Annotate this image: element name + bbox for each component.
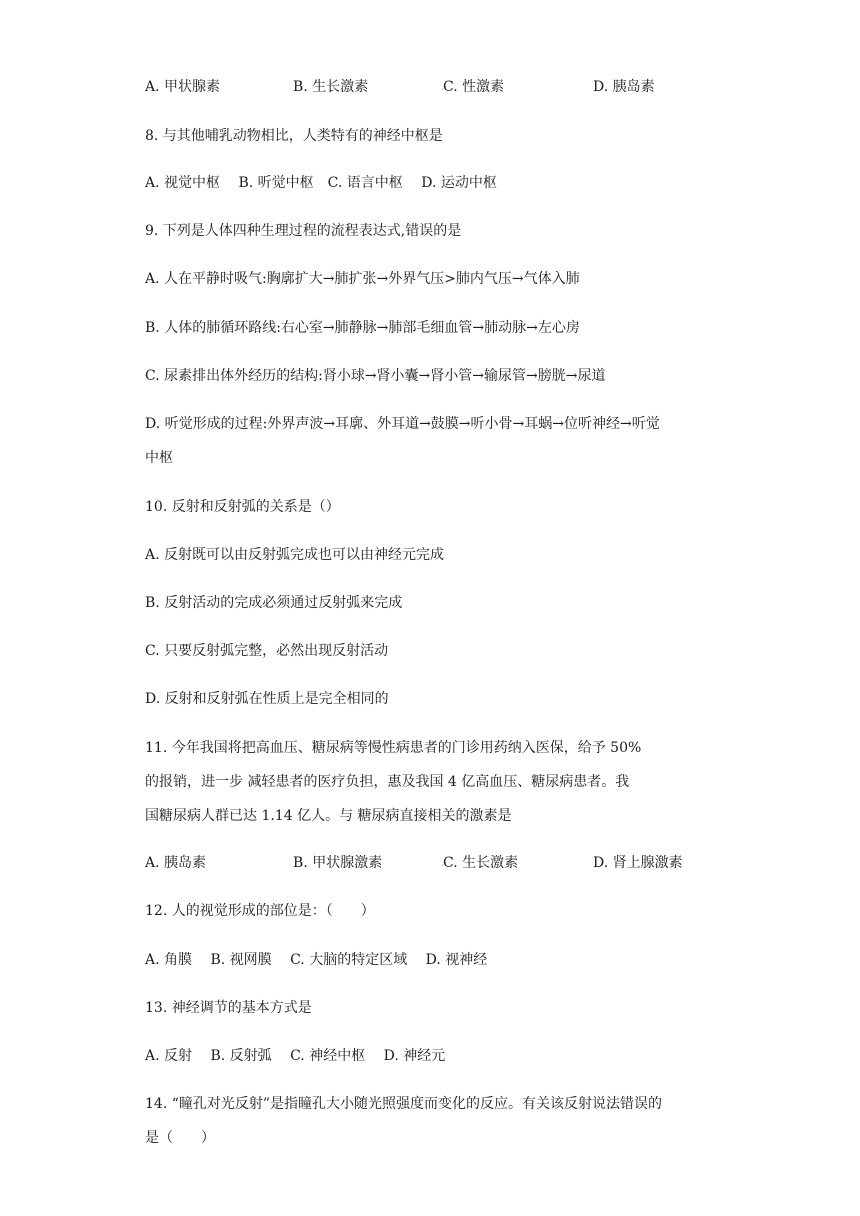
q11-option-b: B. 甲状腺激素 — [293, 855, 383, 871]
q13-stem: 13. 神经调节的基本方式是 — [145, 1000, 312, 1016]
q14-stem-line2: 是（ ） — [145, 1130, 215, 1146]
q7-option-c: C. 性激素 — [443, 79, 505, 95]
q11-option-a: A. 胰岛素 — [145, 855, 207, 871]
q10-stem: 10. 反射和反射弧的关系是（） — [145, 499, 340, 515]
q9-option-c: C. 尿素排出体外经历的结构:肾小球→肾小囊→肾小管→输尿管→膀胱→尿道 — [145, 368, 606, 384]
q12-stem: 12. 人的视觉形成的部位是：（ ） — [145, 903, 375, 919]
q9-option-a: A. 人在平静时吸气:胸廓扩大→肺扩张→外界气压>肺内气压→气体入肺 — [145, 271, 580, 287]
q11-stem-line1: 11. 今年我国将把高血压、糖尿病等慢性病患者的门诊用药纳入医保，给予 50% — [145, 740, 642, 756]
q7-option-d: D. 胰岛素 — [593, 79, 655, 95]
q8-options: A. 视觉中枢 B. 听觉中枢 C. 语言中枢 D. 运动中枢 — [145, 175, 497, 191]
q11-option-c: C. 生长激素 — [443, 855, 519, 871]
q7-option-a: A. 甲状腺素 — [145, 79, 221, 95]
q8-stem: 8. 与其他哺乳动物相比，人类特有的神经中枢是 — [145, 128, 443, 144]
q11-stem-line2: 的报销，进一步 减轻患者的医疗负担，惠及我国 4 亿高血压、糖尿病患者。我 — [145, 774, 630, 790]
q14-stem-line1: 14. “瞳孔对光反射”是指瞳孔大小随光照强度而变化的反应。有关该反射说法错误的 — [145, 1096, 663, 1112]
q7-option-b: B. 生长激素 — [293, 79, 369, 95]
q11-stem-line3: 国糖尿病人群已达 1.14 亿人。与 糖尿病直接相关的激素是 — [145, 808, 512, 824]
q9-option-b: B. 人体的肺循环路线:右心室→肺静脉→肺部毛细血管→肺动脉→左心房 — [145, 320, 580, 336]
q9-option-d-continued: 中枢 — [145, 450, 173, 466]
q10-option-d: D. 反射和反射弧在性质上是完全相同的 — [145, 691, 389, 707]
q9-stem: 9. 下列是人体四种生理过程的流程表达式,错误的是 — [145, 223, 462, 239]
q10-option-c: C. 只要反射弧完整，必然出现反射活动 — [145, 643, 389, 659]
q10-option-b: B. 反射活动的完成必须通过反射弧来完成 — [145, 595, 403, 611]
q10-option-a: A. 反射既可以由反射弧完成也可以由神经元完成 — [145, 547, 445, 563]
q12-options: A. 角膜 B. 视网膜 C. 大脑的特定区域 D. 视神经 — [145, 952, 488, 968]
q13-options: A. 反射 B. 反射弧 C. 神经中枢 D. 神经元 — [145, 1048, 446, 1064]
q11-option-d: D. 肾上腺激素 — [593, 855, 683, 871]
q9-option-d: D. 听觉形成的过程:外界声波→耳廓、外耳道→鼓膜→听小骨→耳蜗→位听神经→听觉 — [145, 416, 660, 432]
